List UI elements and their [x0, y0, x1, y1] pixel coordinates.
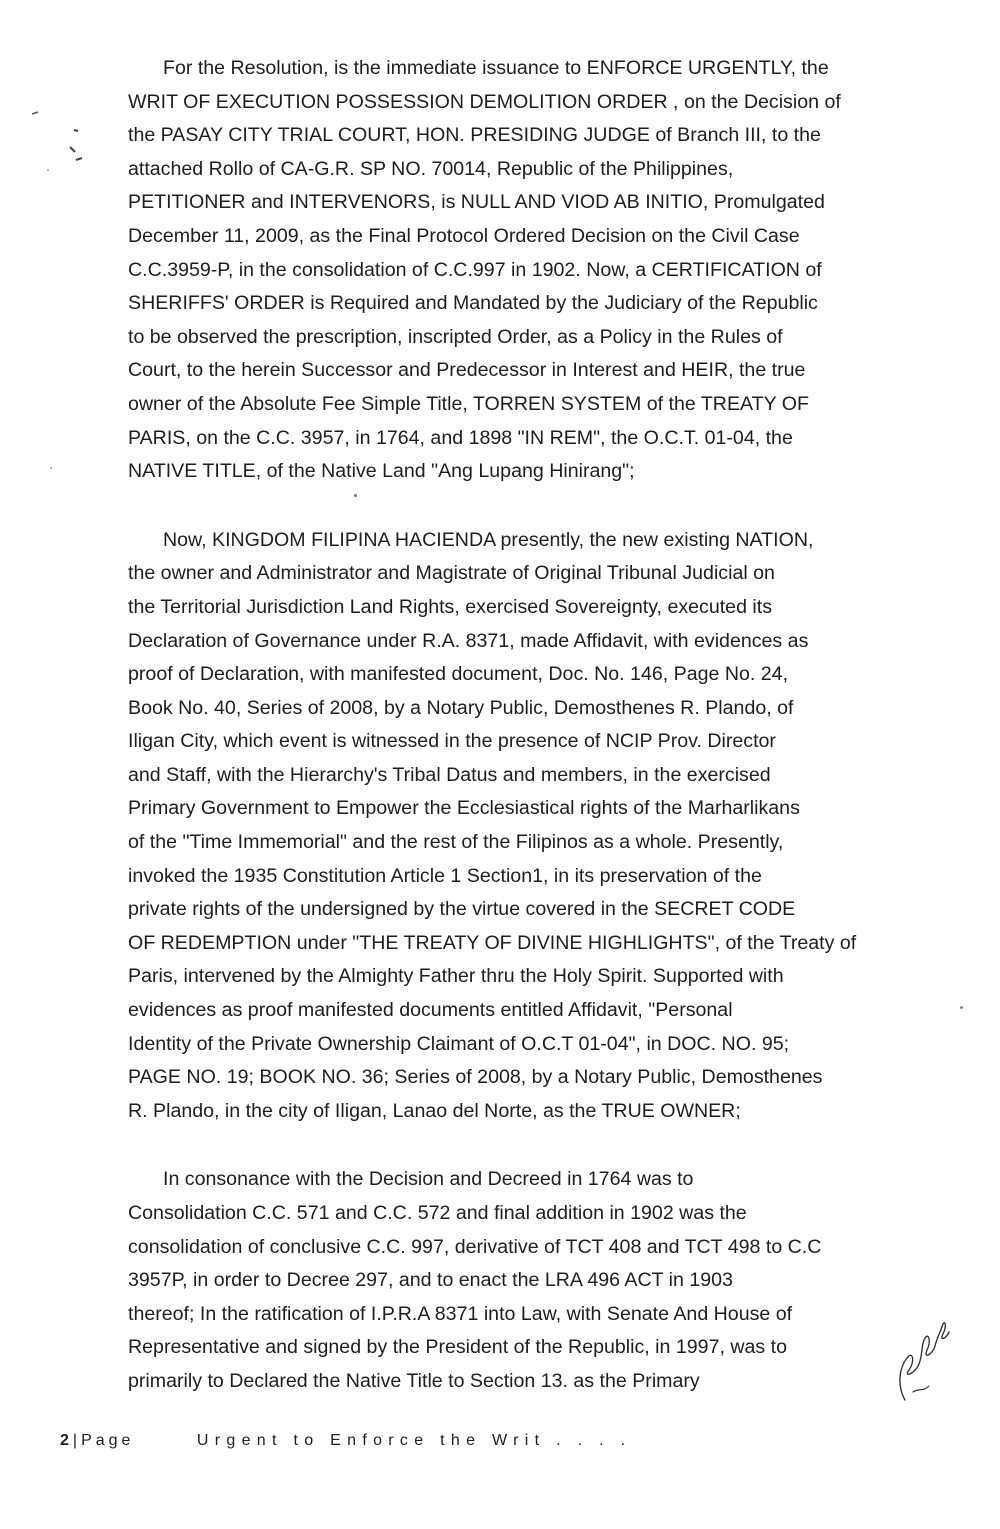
- text-line: Court, to the herein Successor and Predecessor in Interest and HEIR, the true: [128, 359, 806, 382]
- text-line: PETITIONER and INTERVENORS, is NULL AND VIOD AB INITIO, Promulgated: [128, 191, 825, 214]
- text-line: WRIT OF EXECUTION POSSESSION DEMOLITION ORDER , on the Decision of: [128, 90, 841, 113]
- text-line: to be observed the prescription, inscripted Order, as a Policy in the Rules of: [128, 325, 783, 348]
- text-line: For the Resolution, is the immediate issuance to ENFORCE URGENTLY, the: [163, 57, 829, 79]
- text-line: and Staff, with the Hierarchy's Tribal Datus and members, in the exercised: [128, 763, 771, 786]
- text-line: PARIS, on the C.C. 3957, in 1764, and 1898 "IN REM", the O.C.T. 01-04, the: [128, 426, 793, 449]
- scan-speck: [354, 494, 357, 497]
- text-line: Primary Government to Empower the Ecclesiastical rights of the Marharlikans: [128, 797, 800, 820]
- text-line: Now, KINGDOM FILIPINA HACIENDA presently, the new existing NATION,: [163, 528, 814, 551]
- text-line: Iligan City, which event is witnessed in the presence of NCIP Prov. Director: [128, 730, 776, 753]
- text-line: Identity of the Private Ownership Claimant of O.C.T 01-04", in DOC. NO. 95;: [128, 1032, 790, 1055]
- page-number: 2: [60, 1432, 69, 1449]
- text-line: SHERIFFS' ORDER is Required and Mandated by the Judiciary of the Republic: [128, 292, 818, 315]
- text-line: consolidation of conclusive C.C. 997, derivative of TCT 408 and TCT 498 to C.C: [128, 1235, 822, 1258]
- text-line: Representative and signed by the President of the Republic, in 1997, was to: [128, 1336, 787, 1359]
- handwritten-signature: [885, 1308, 955, 1408]
- text-line: C.C.3959-P, in the consolidation of C.C.997 in 1902. Now, a CERTIFICATION of: [128, 258, 822, 281]
- page-label: Page: [81, 1432, 135, 1449]
- paragraph: [128, 524, 918, 1129]
- scan-speck: [960, 1006, 963, 1009]
- text-line: 3957P, in order to Decree 297, and to enact the LRA 496 ACT in 1903: [128, 1269, 733, 1292]
- text-line: PAGE NO. 19; BOOK NO. 36; Series of 2008, by a Notary Public, Demosthenes: [128, 1066, 823, 1089]
- text-line: the PASAY CITY TRIAL COURT, HON. PRESIDING JUDGE of Branch III, to the: [128, 124, 821, 147]
- paragraph: [128, 1163, 918, 1398]
- document-body: [128, 52, 918, 1434]
- text-line: Declaration of Governance under R.A. 8371, made Affidavit, with evidences as: [128, 629, 809, 652]
- text-line: Consolidation C.C. 571 and C.C. 572 and final addition in 1902 was the: [128, 1202, 747, 1224]
- text-line: evidences as proof manifested documents entitled Affidavit, "Personal: [128, 999, 733, 1022]
- text-line: Paris, intervened by the Almighty Father thru the Holy Spirit. Supported with: [128, 965, 784, 988]
- text-line: primarily to Declared the Native Title to Section 13. as the Primary: [128, 1369, 700, 1392]
- text-line: invoked the 1935 Constitution Article 1 Section1, in its preservation of the: [128, 864, 762, 887]
- text-line: thereof; In the ratification of I.P.R.A 8371 into Law, with Senate And House of: [128, 1302, 793, 1325]
- paragraph: [128, 52, 918, 489]
- text-line: the Territorial Jurisdiction Land Rights, exercised Sovereignty, executed its: [128, 595, 773, 618]
- text-line: R. Plando, in the city of Iligan, Lanao del Norte, as the TRUE OWNER;: [128, 1099, 741, 1122]
- margin-scan-marks: [28, 100, 98, 190]
- text-line: the owner and Administrator and Magistrate of Original Tribunal Judicial on: [128, 562, 775, 585]
- text-line: December 11, 2009, as the Final Protocol Ordered Decision on the Civil Case: [128, 224, 800, 247]
- text-line: attached Rollo of CA-G.R. SP NO. 70014, Republic of the Philippines,: [128, 157, 734, 180]
- page-footer: [60, 1432, 631, 1450]
- footer-separator: |: [72, 1432, 78, 1449]
- text-line: OF REDEMPTION under "THE TREATY OF DIVINE HIGHLIGHTS", of the Treaty of: [128, 931, 857, 954]
- running-title: Urgent to Enforce the Writ . . . .: [196, 1432, 632, 1449]
- text-line: Book No. 40, Series of 2008, by a Notary Public, Demosthenes R. Plando, of: [128, 696, 794, 719]
- text-line: of the "Time Immemorial" and the rest of the Filipinos as a whole. Presently,: [128, 831, 784, 854]
- text-line: NATIVE TITLE, of the Native Land "Ang Lupang Hinirang";: [128, 460, 635, 483]
- scan-speck: [50, 467, 52, 469]
- text-line: owner of the Absolute Fee Simple Title, TORREN SYSTEM of the TREATY OF: [128, 392, 809, 415]
- text-line: In consonance with the Decision and Decreed in 1764 was to: [163, 1168, 694, 1191]
- text-line: proof of Declaration, with manifested document, Doc. No. 146, Page No. 24,: [128, 663, 789, 686]
- text-line: private rights of the undersigned by the virtue covered in the SECRET CODE: [128, 898, 796, 921]
